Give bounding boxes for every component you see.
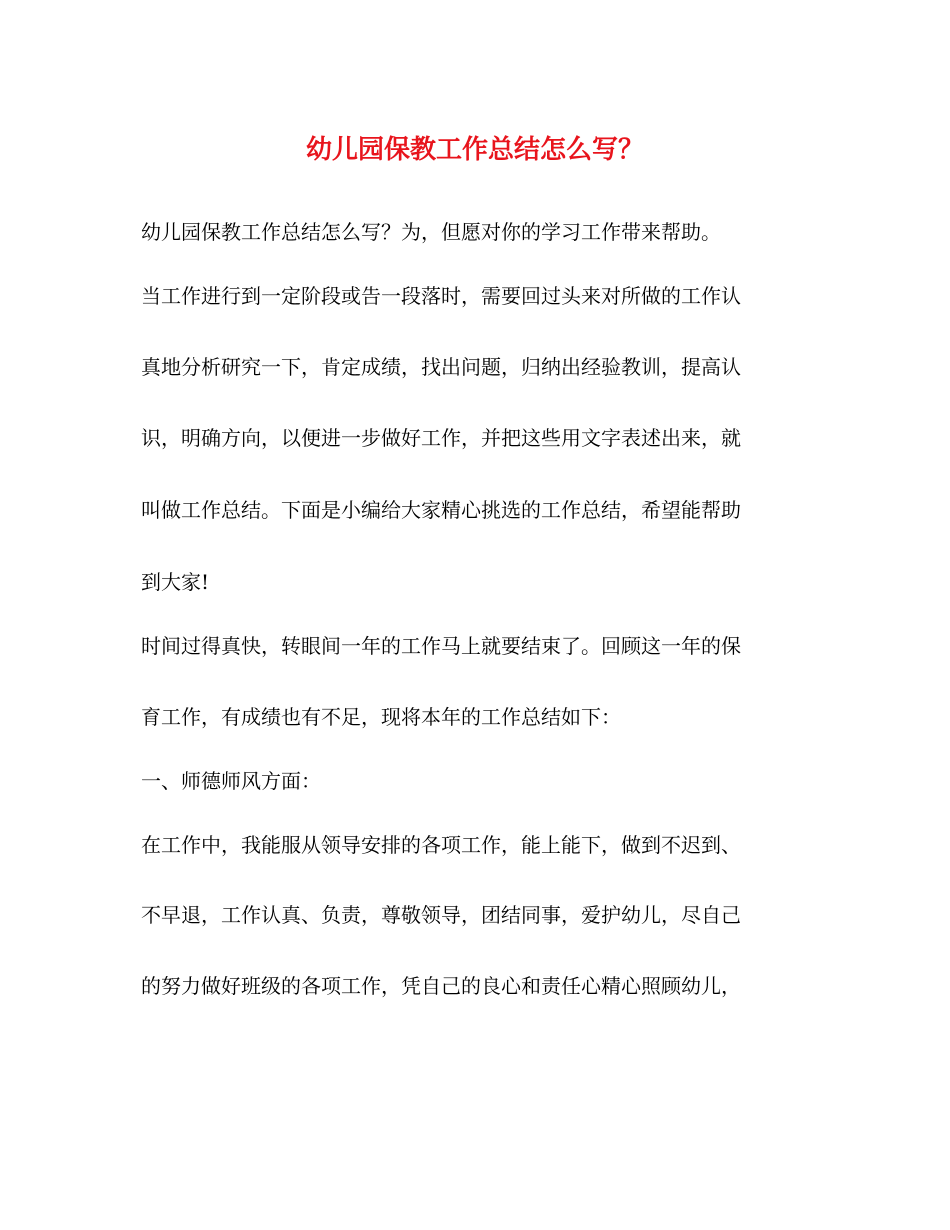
paragraph-1-line-2: 真地分析研究一下，肯定成绩，找出问题，归纳出经验教训，提高认 [141,355,741,379]
intro-line-1: 幼儿园保教工作总结怎么写？为，但愿对你的学习工作带来帮助。 [141,220,721,244]
section-heading: 一、师德师风方面： [141,769,321,793]
paragraph-2-line-1: 时间过得真快，转眼间一年的工作马上就要结束了。回顾这一年的保 [141,634,741,658]
paragraph-2-line-2: 育工作，有成绩也有不足，现将本年的工作总结如下： [141,705,621,729]
document-title: 幼儿园保教工作总结怎么写？ [305,135,644,165]
paragraph-3-line-2: 不早退，工作认真、负责，尊敬领导，团结同事，爱护幼儿，尽自己 [141,903,741,927]
paragraph-1-line-3: 识，明确方向，以便进一步做好工作，并把这些用文字表述出来，就 [141,426,741,450]
paragraph-3-line-1: 在工作中，我能服从领导安排的各项工作，能上能下，做到不迟到、 [141,833,741,857]
paragraph-1-line-1: 当工作进行到一定阶段或告一段落时，需要回过头来对所做的工作认 [141,284,741,308]
paragraph-1-line-5: 到大家! [141,570,210,594]
paragraph-3-line-3: 的努力做好班级的各项工作，凭自己的良心和责任心精心照顾幼儿， [141,974,741,998]
paragraph-1-line-4: 叫做工作总结。下面是小编给大家精心挑选的工作总结，希望能帮助 [141,498,741,522]
